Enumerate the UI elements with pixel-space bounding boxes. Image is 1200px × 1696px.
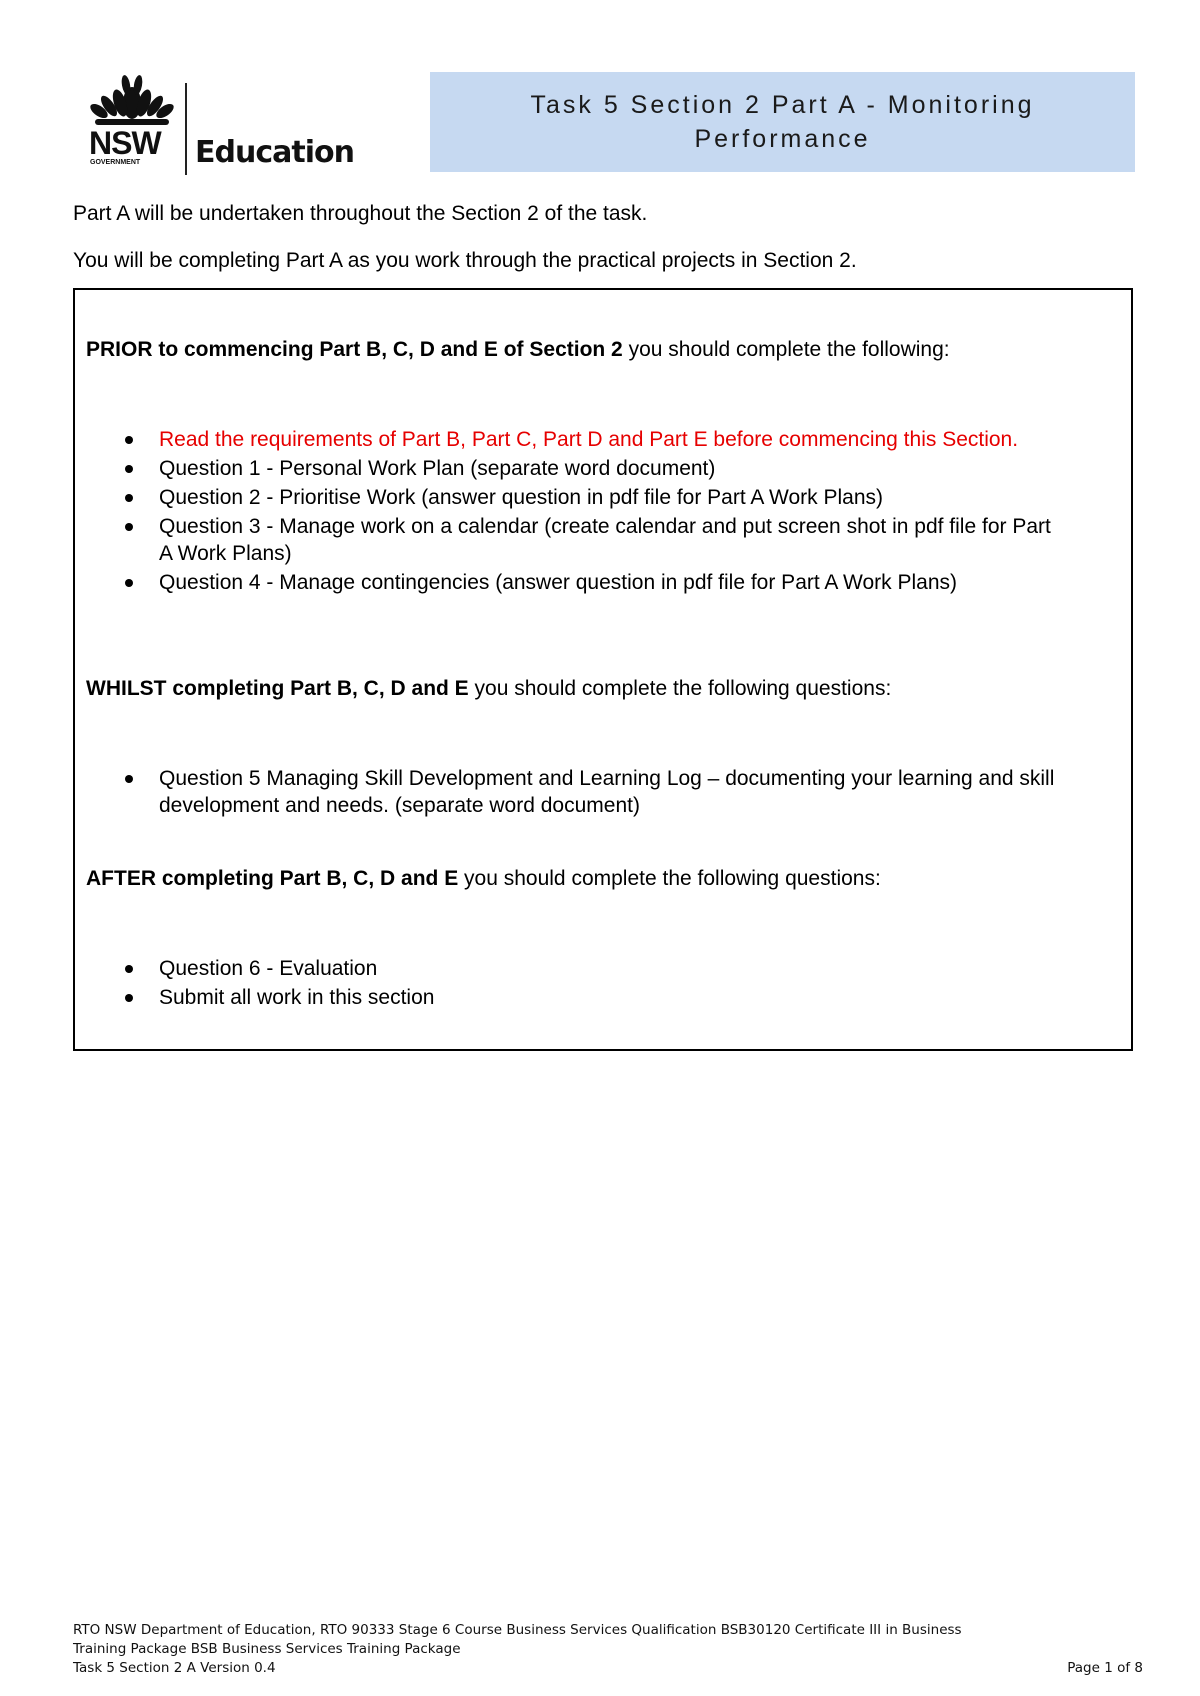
waratah-flower-icon xyxy=(87,73,177,129)
bullet-icon xyxy=(125,775,133,783)
intro-paragraph-2: You will be completing Part A as you work through the practical projects in Section 2. xyxy=(73,249,857,272)
footer-line-3: Task 5 Section 2 A Version 0.4 xyxy=(73,1660,276,1676)
instructions-box xyxy=(73,288,1133,1051)
page-title: Task 5 Section 2 Part A - Monitoring Performance xyxy=(530,91,1035,153)
prior-heading-rest: you should complete the following: xyxy=(622,338,950,361)
after-list xyxy=(75,955,1125,1013)
prior-list xyxy=(75,426,1125,598)
after-heading-bold: AFTER completing Part B, C, D and E xyxy=(86,867,459,890)
whilst-heading-rest: you should complete the following questions: xyxy=(468,677,892,700)
footer-line-1: RTO NSW Department of Education, RTO 90333 Stage 6 Course Business Services Qualification BSB30120 Certificate III in Business xyxy=(73,1622,962,1638)
bullet-icon xyxy=(125,523,133,531)
bullet-icon xyxy=(125,494,133,502)
list-item-text: Submit all work in this section xyxy=(159,986,435,1009)
logo-nsw-text: NSW xyxy=(89,125,161,161)
bullet-icon xyxy=(125,436,133,444)
list-item-text: Question 5 Managing Skill Development and Learning Log – documenting your learning and skill development and needs. (separate word document) xyxy=(159,767,1055,817)
list-item xyxy=(75,765,1125,819)
bullet-icon xyxy=(125,994,133,1002)
list-item-text: Question 3 - Manage work on a calendar (create calendar and put screen shot in pdf file for Part A Work Plans) xyxy=(159,515,1051,565)
after-heading xyxy=(86,866,881,892)
footer-line-2: Training Package BSB Business Services Training Package xyxy=(73,1641,461,1657)
list-item xyxy=(75,955,1125,982)
list-item-text: Question 4 - Manage contingencies (answer question in pdf file for Part A Work Plans) xyxy=(159,571,958,594)
prior-heading-bold: PRIOR to commencing Part B, C, D and E of Section 2 xyxy=(86,338,623,361)
bullet-icon xyxy=(125,965,133,973)
list-item xyxy=(75,484,1125,511)
page-number: Page 1 of 8 xyxy=(1067,1660,1143,1676)
nsw-education-logo xyxy=(85,73,355,173)
list-item xyxy=(75,426,1125,453)
bullet-icon xyxy=(125,579,133,587)
logo-divider xyxy=(185,83,187,175)
list-item-text: Question 2 - Prioritise Work (answer question in pdf file for Part A Work Plans) xyxy=(159,486,884,509)
whilst-list xyxy=(75,765,1125,821)
whilst-heading-bold: WHILST completing Part B, C, D and E xyxy=(86,677,469,700)
list-item xyxy=(75,984,1125,1011)
list-item-text: Question 1 - Personal Work Plan (separate word document) xyxy=(159,457,716,480)
intro-paragraph-1: Part A will be undertaken throughout the Section 2 of the task. xyxy=(73,202,648,225)
after-heading-rest: you should complete the following questions: xyxy=(458,867,881,890)
logo-education-text: Education xyxy=(195,135,354,170)
page-footer xyxy=(73,1621,1143,1678)
whilst-heading xyxy=(86,676,891,702)
prior-heading xyxy=(86,337,950,363)
title-banner xyxy=(430,72,1135,172)
list-item xyxy=(75,569,1125,596)
list-item xyxy=(75,455,1125,482)
list-item-text: Question 6 - Evaluation xyxy=(159,957,378,980)
logo-government-text: GOVERNMENT xyxy=(90,159,141,166)
list-item-text: Read the requirements of Part B, Part C, Part D and Part E before commencing this Section. xyxy=(159,428,1019,451)
bullet-icon xyxy=(125,465,133,473)
list-item xyxy=(75,513,1125,567)
